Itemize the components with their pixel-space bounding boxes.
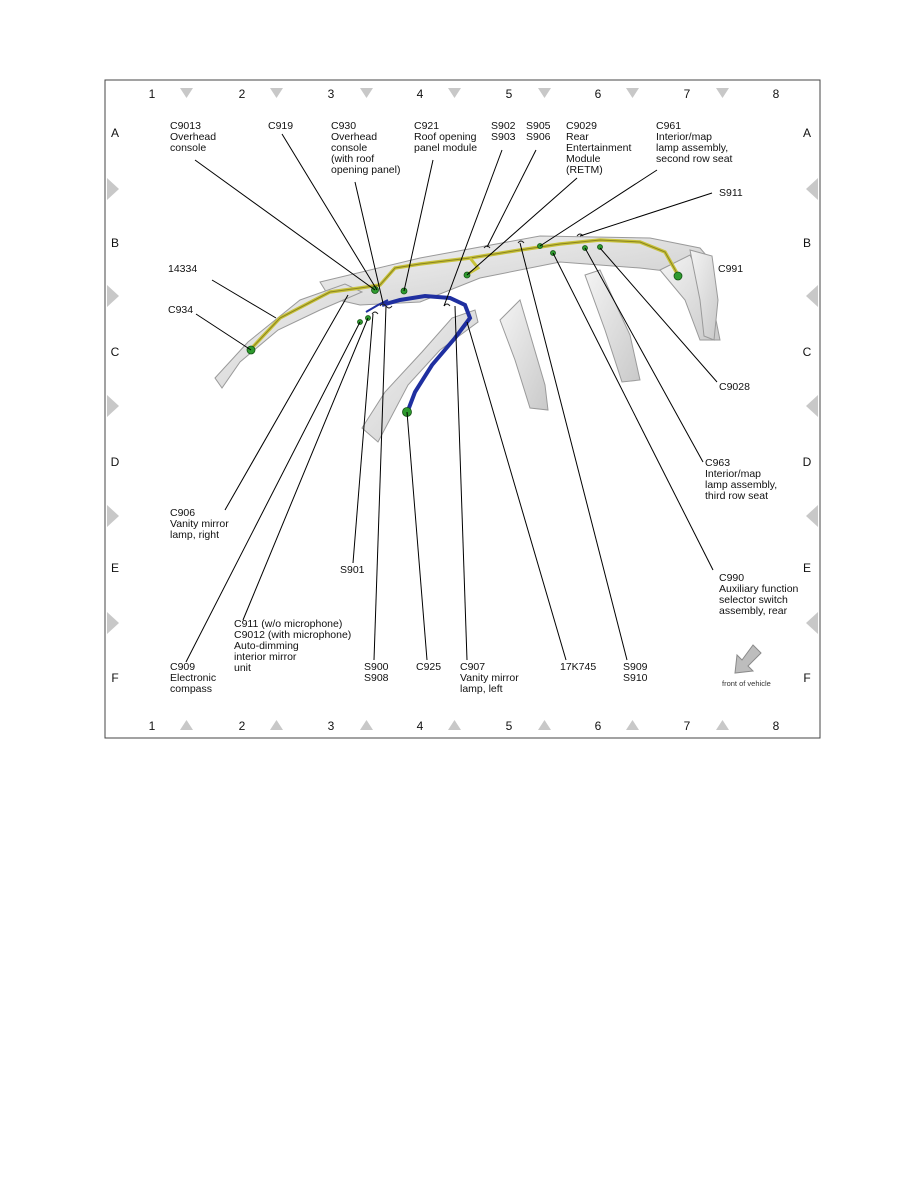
- grid-col-6: 6: [594, 719, 602, 733]
- label-c934: [168, 304, 193, 316]
- label-line: S902: [491, 120, 516, 132]
- label-line: assembly, rear: [719, 605, 788, 617]
- grid-col-5: 5: [505, 87, 513, 101]
- grid-row-b: B: [110, 236, 120, 250]
- label-line: S908: [364, 672, 389, 684]
- label-line: S911: [719, 187, 743, 199]
- grid-col-1: 1: [148, 719, 156, 733]
- label-line: Vanity mirror: [170, 518, 229, 530]
- label-line: Auxiliary function: [719, 583, 799, 595]
- label-line: C919: [268, 120, 294, 132]
- label-line: C9028: [719, 381, 750, 393]
- grid-row-d: D: [110, 455, 120, 469]
- label-line: C934: [168, 304, 194, 316]
- label-line: S905: [526, 120, 551, 132]
- grid-col-1: 1: [148, 87, 156, 101]
- grid-col-8: 8: [772, 719, 780, 733]
- label-line: 17K745: [560, 661, 597, 673]
- label-line: Entertainment: [566, 142, 632, 154]
- label-17k745: [560, 661, 596, 673]
- label-line: lamp, left: [460, 683, 503, 695]
- diagram-frame: [105, 80, 820, 738]
- label-s911: [719, 187, 743, 199]
- label-line: S901: [340, 564, 365, 576]
- label-line: Auto-dimming: [234, 640, 299, 652]
- label-line: Electronic: [170, 672, 217, 684]
- label-c919: [268, 120, 293, 132]
- grid-col-4: 4: [416, 87, 424, 101]
- label-line: second row seat: [656, 153, 733, 165]
- label-line: Overhead: [170, 131, 217, 143]
- grid-row-a: A: [802, 126, 812, 140]
- grid-col-8: 8: [772, 87, 780, 101]
- label-line: Interior/map: [705, 468, 762, 480]
- label-line: S910: [623, 672, 648, 684]
- grid-row-e: E: [802, 561, 812, 575]
- label-line: 14334: [168, 263, 198, 275]
- grid-col-3: 3: [327, 87, 335, 101]
- label-line: Rear: [566, 131, 589, 143]
- label-14334: [168, 263, 197, 275]
- grid-row-e: E: [110, 561, 120, 575]
- label-line: C911 (w/o microphone): [234, 618, 343, 630]
- grid-col-4: 4: [416, 719, 424, 733]
- label-line: (with roof: [331, 153, 375, 165]
- label-line: console: [170, 142, 207, 154]
- label-line: (RETM): [566, 164, 603, 176]
- label-line: C906: [170, 507, 196, 519]
- grid-row-a: A: [110, 126, 120, 140]
- label-line: C9013: [170, 120, 201, 132]
- label-s909-s910: [623, 661, 648, 684]
- label-line: C9029: [566, 120, 597, 132]
- label-s900-s908: [364, 661, 389, 684]
- label-line: console: [331, 142, 368, 154]
- grid-col-2: 2: [238, 719, 246, 733]
- grid-col-7: 7: [683, 719, 691, 733]
- label-line: lamp, right: [170, 529, 220, 541]
- label-line: panel module: [414, 142, 478, 154]
- grid-col-2: 2: [238, 87, 246, 101]
- grid-row-b: B: [802, 236, 812, 250]
- label-line: C909: [170, 661, 196, 673]
- label-line: S909: [623, 661, 648, 673]
- grid-row-f: F: [111, 671, 119, 685]
- label-line: C907: [460, 661, 486, 673]
- label-line: S900: [364, 661, 389, 673]
- label-line: C963: [705, 457, 731, 469]
- grid-col-3: 3: [327, 719, 335, 733]
- label-line: S906: [526, 131, 551, 143]
- label-line: third row seat: [705, 490, 769, 502]
- label-line: lamp assembly,: [656, 142, 729, 154]
- grid-row-d: D: [802, 455, 812, 469]
- label-line: C991: [718, 263, 744, 275]
- label-s905-s906: [526, 120, 551, 143]
- grid-row-c: C: [802, 345, 812, 359]
- label-line: C990: [719, 572, 745, 584]
- label-s901: [340, 564, 365, 576]
- label-line: Overhead: [331, 131, 378, 143]
- label-c925: [416, 661, 441, 673]
- label-c991: [718, 263, 743, 275]
- front-of-vehicle-label: front of vehicle: [722, 679, 771, 688]
- label-line: compass: [170, 683, 213, 695]
- grid-col-6: 6: [594, 87, 602, 101]
- grid-row-c: C: [110, 345, 120, 359]
- label-line: Module: [566, 153, 601, 165]
- label-c9028: [719, 381, 750, 393]
- grid-row-f: F: [803, 671, 811, 685]
- label-line: C961: [656, 120, 682, 132]
- label-line: Roof opening: [414, 131, 477, 143]
- label-line: selector switch: [719, 594, 788, 606]
- label-line: C925: [416, 661, 442, 673]
- label-line: Vanity mirror: [460, 672, 519, 684]
- label-line: Interior/map: [656, 131, 713, 143]
- label-line: lamp assembly,: [705, 479, 778, 491]
- label-line: C9012 (with microphone): [234, 629, 352, 641]
- label-s902-s903: [491, 120, 516, 143]
- label-line: C930: [331, 120, 357, 132]
- label-line: unit: [234, 662, 251, 674]
- grid-col-7: 7: [683, 87, 691, 101]
- grid-col-5: 5: [505, 719, 513, 733]
- label-line: C921: [414, 120, 440, 132]
- label-line: interior mirror: [234, 651, 297, 663]
- label-line: S903: [491, 131, 516, 143]
- connector-c991: [674, 272, 682, 280]
- label-line: opening panel): [331, 164, 401, 176]
